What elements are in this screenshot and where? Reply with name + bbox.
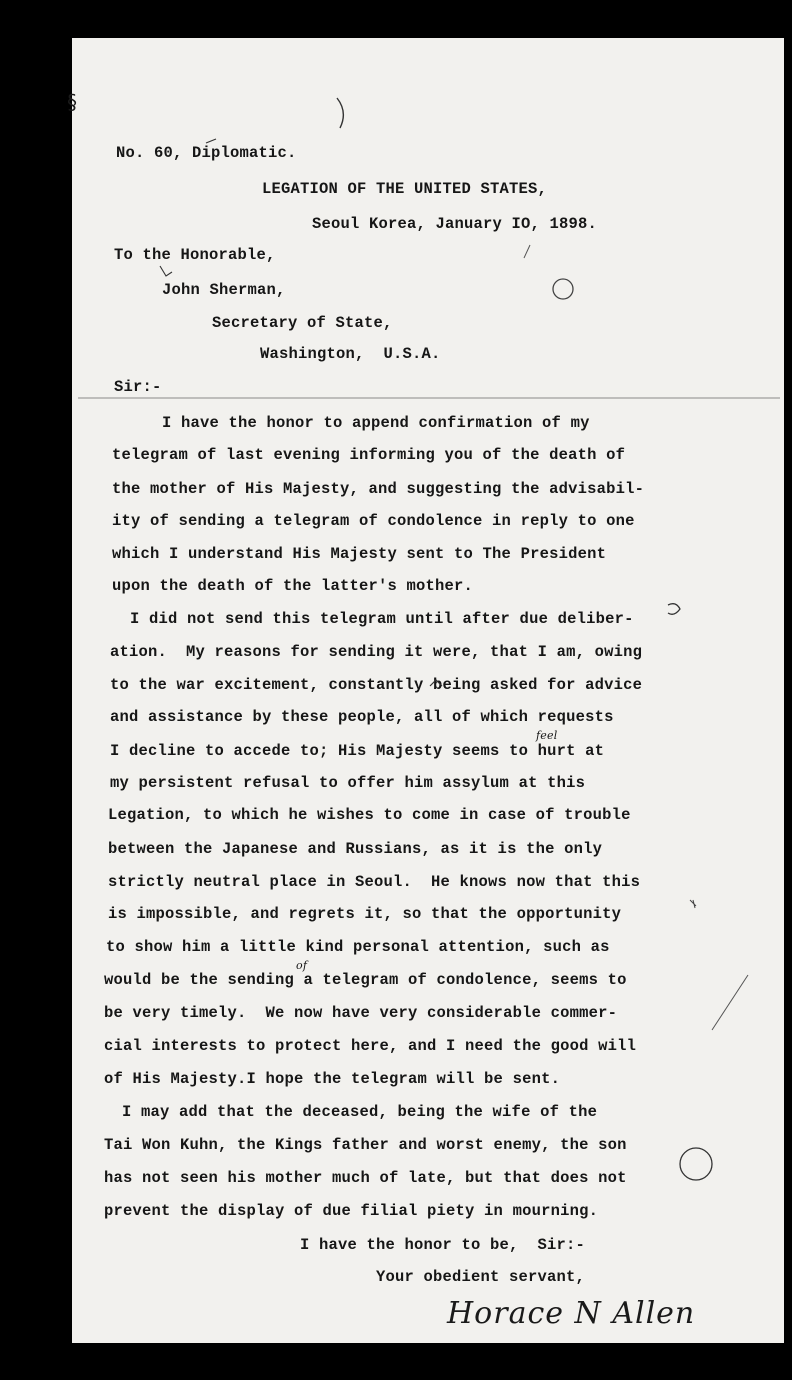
addressee-line-2: John Sherman, — [162, 281, 286, 299]
handwritten-annotation-feel: feel — [536, 729, 558, 742]
body-line: of His Majesty.I hope the telegram will be sent. — [104, 1070, 561, 1088]
body-line: prevent the display of due filial piety in mourning. — [104, 1202, 599, 1220]
body-line: to the war excitement, constantly being asked for advice — [110, 676, 643, 694]
body-line: is impossible, and regrets it, so that the opportunity — [108, 905, 622, 923]
body-line: Tai Won Kuhn, the Kings father and worst enemy, the son — [104, 1136, 627, 1154]
body-line: be very timely. We now have very considerable commer- — [104, 1004, 618, 1022]
addressee-line-3: Secretary of State, — [212, 314, 393, 332]
body-line: has not seen his mother much of late, but that does not — [104, 1169, 627, 1187]
body-line: I have the honor to append confirmation of my — [162, 414, 590, 432]
body-line: cial interests to protect here, and I need the good will — [104, 1037, 637, 1055]
body-line: upon the death of the latter's mother. — [112, 577, 474, 595]
body-line: strictly neutral place in Seoul. He knows now that this — [108, 873, 641, 891]
body-line: and assistance by these people, all of which requests — [110, 708, 614, 726]
body-line: Legation, to which he wishes to come in case of trouble — [108, 806, 631, 824]
document-number: No. 60, Diplomatic. — [116, 144, 297, 162]
place-and-date: Seoul Korea, January IO, 1898. — [312, 215, 598, 233]
closing-line-2: Your obedient servant, — [376, 1268, 586, 1286]
handwritten-signature: Horace N Allen — [447, 1296, 696, 1331]
addressee-line-1: To the Honorable, — [114, 246, 276, 264]
body-line: would be the sending a telegram of condolence, seems to — [104, 971, 627, 989]
body-line: telegram of last evening informing you of the death of — [112, 446, 626, 464]
closing-line-1: I have the honor to be, Sir:- — [300, 1236, 586, 1254]
salutation: Sir:- — [114, 378, 162, 396]
body-line: ation. My reasons for sending it were, that I am, owing — [110, 643, 643, 661]
body-line: between the Japanese and Russians, as it is the only — [108, 840, 603, 858]
body-line: I decline to accede to; His Majesty seems to hurt at — [110, 742, 605, 760]
binding-edge-mark: § — [66, 90, 79, 114]
body-line: my persistent refusal to offer him assylum at this — [110, 774, 586, 792]
body-line: the mother of His Majesty, and suggesting the advisabil- — [112, 480, 645, 498]
body-line: which I understand His Majesty sent to The President — [112, 545, 607, 563]
legation-heading: LEGATION OF THE UNITED STATES, — [262, 180, 548, 198]
body-line: to show him a little kind personal attention, such as — [106, 938, 610, 956]
handwritten-annotation-of: of — [296, 959, 308, 972]
body-line: I may add that the deceased, being the wife of the — [122, 1103, 598, 1121]
addressee-line-4: Washington, U.S.A. — [260, 345, 441, 363]
body-line: I did not send this telegram until after due deliber- — [130, 610, 634, 628]
body-line: ity of sending a telegram of condolence in reply to one — [112, 512, 635, 530]
